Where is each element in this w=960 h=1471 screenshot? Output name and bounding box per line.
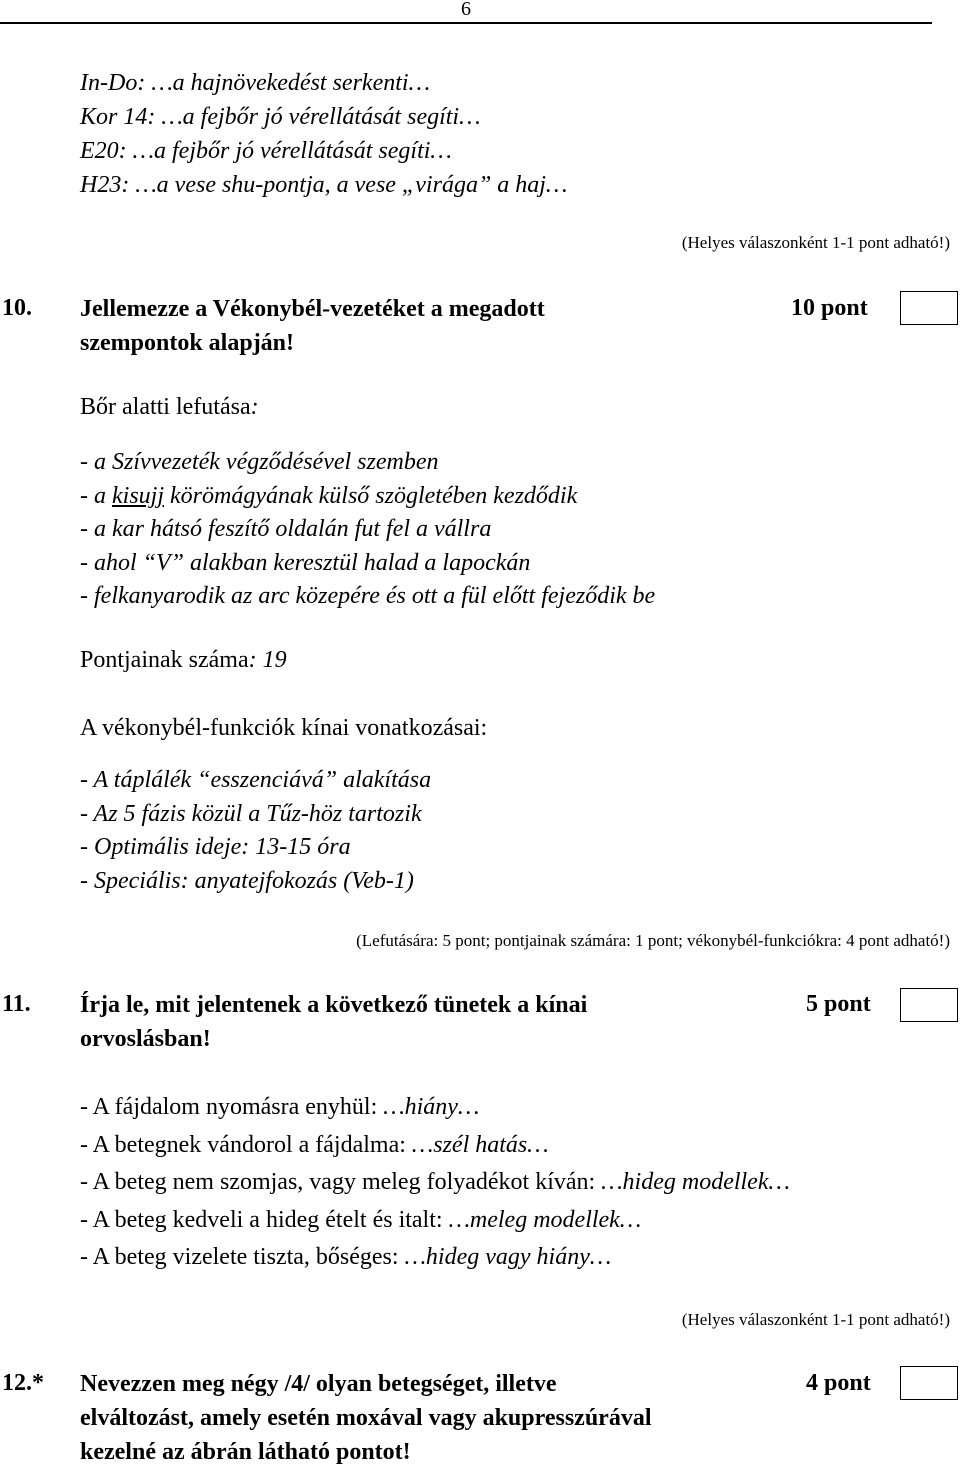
page-number: 6	[461, 0, 471, 20]
q9-scoring-note: (Helyes válaszonként 1-1 pont adható!)	[681, 233, 950, 252]
q9-answer-3: E20: …a fejbőr jó vérellátását segíti…	[80, 138, 452, 164]
q10-function-item: - A táplálék “esszenciává” alakítása	[80, 767, 432, 793]
q11-title	[80, 988, 587, 1056]
q12-score-box[interactable]	[900, 1366, 958, 1400]
q10-run-list	[80, 446, 655, 614]
q10-points: 10 pont	[791, 295, 868, 321]
q11-symptom-item: - A fájdalom nyomásra enyhül: …hiány…	[80, 1094, 480, 1120]
q10-score-box[interactable]	[900, 291, 958, 325]
q10-run-item: - ahol “V” alakban keresztül halad a lapockán	[80, 549, 531, 576]
q9-answer-4: H23: …a vese shu-pontja, a vese „virága” a haj…	[80, 172, 568, 198]
q11-title-line2: orvoslásban!	[80, 1026, 211, 1052]
q10-function-item: - Az 5 fázis közül a Tűz-höz tartozik	[80, 800, 422, 827]
q11-symptom-item: - A beteg kedveli a hideg ételt és italt: …meleg modellek…	[80, 1206, 642, 1233]
q9-answer-1: In-Do: …a hajnövekedést serkenti…	[80, 70, 430, 96]
q11-symptom-item: - A betegnek vándorol a fájdalma: …szél hatás…	[80, 1131, 549, 1158]
q10-run-item: - a kar hátsó feszítő oldalán fut fel a vállra	[80, 516, 492, 542]
q10-scoring-note: (Lefutására: 5 pont; pontjainak számára: 1 pont; vékonybél-funkciókra: 4 pont adható!)	[356, 931, 950, 950]
header-rule	[0, 22, 932, 24]
q10-points-count: Pontjainak száma: 19	[80, 647, 287, 673]
q12-points: 4 pont	[806, 1370, 871, 1396]
q11-symptom-item: - A beteg vizelete tiszta, bőséges: …hideg vagy hiány…	[80, 1244, 612, 1270]
q9-answer-2: Kor 14: …a fejbőr jó vérellátását segíti…	[80, 104, 481, 130]
q11-scoring-note: (Helyes válaszonként 1-1 pont adható!)	[681, 1310, 950, 1329]
q10-function-item: - Optimális ideje: 13-15 óra	[80, 834, 351, 860]
q12-number: 12.*	[2, 1370, 44, 1396]
q11-score-box[interactable]	[900, 988, 958, 1022]
q11-symptom-list	[80, 1089, 790, 1277]
q10-section-run-label: Bőr alatti lefutása:	[80, 394, 259, 420]
q10-title-line2: szempontok alapján!	[80, 330, 295, 356]
q10-number: 10.	[2, 295, 32, 321]
q10-functions-list	[80, 764, 431, 898]
q10-run-item: - a Szívvezeték végződésével szemben	[80, 449, 439, 475]
q10-function-item: - Speciális: anyatejfokozás (Veb-1)	[80, 867, 414, 894]
q12-title-line3: kezelné az ábrán látható pontot!	[80, 1439, 411, 1465]
q10-functions-label: A vékonybél-funkciók kínai vonatkozásai:	[80, 715, 488, 741]
q12-title-line1: Nevezzen meg négy /4/ olyan betegséget, illetve	[80, 1371, 557, 1397]
q12-title-line2: elváltozást, amely esetén moxával vagy akupresszúrával	[80, 1405, 652, 1431]
q10-title-line1: Jellemezze a Vékonybél-vezetéket a megadott	[80, 296, 545, 322]
q11-title-line1: Írja le, mit jelentenek a következő tünetek a kínai	[80, 992, 588, 1018]
q11-symptom-item: - A beteg nem szomjas, vagy meleg folyadékot kíván: …hideg modellek…	[80, 1169, 790, 1195]
q10-run-item: - a kisujj körömágyának külső szögletében kezdődik	[80, 482, 578, 509]
q11-points: 5 pont	[806, 991, 871, 1017]
q9-answer-list	[80, 66, 567, 202]
q10-run-item: - felkanyarodik az arc közepére és ott a fül előtt fejeződik be	[80, 583, 656, 609]
q11-number: 11.	[2, 991, 31, 1017]
q12-title	[80, 1367, 652, 1469]
q10-title	[80, 292, 545, 360]
